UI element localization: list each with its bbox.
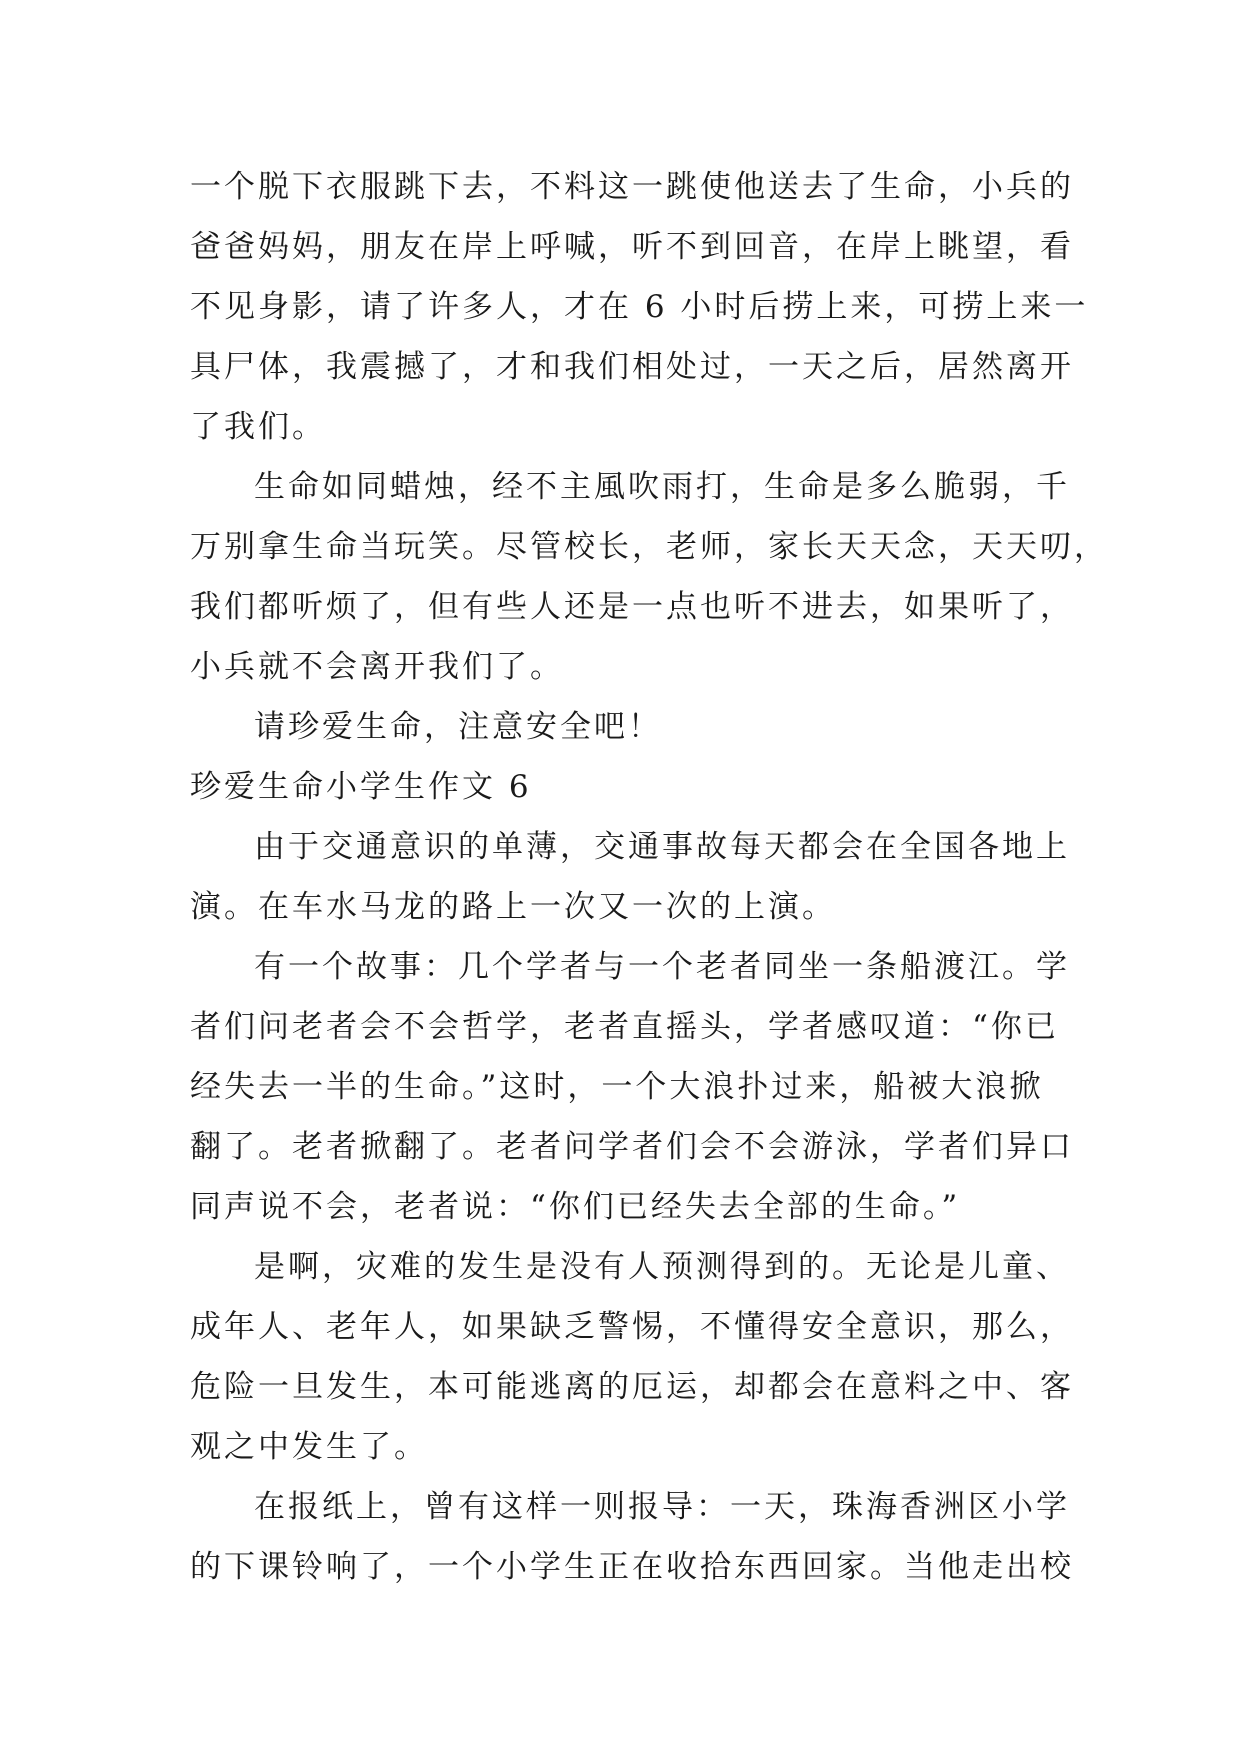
text-line: 的下课铃响了，一个小学生正在收拾东西回家。当他走出校 (190, 1549, 1074, 1585)
text-line: 珍爱生命小学生作文 6 (190, 769, 532, 805)
text-line: 有一个故事：几个学者与一个老者同坐一条船渡江。学 (254, 949, 1070, 985)
text-line: 由于交通意识的单薄，交通事故每天都会在全国各地上 (254, 829, 1070, 865)
text-line: 爸爸妈妈，朋友在岸上呼喊，听不到回音，在岸上眺望，看 (190, 229, 1074, 265)
text-line: 演。在车水马龙的路上一次又一次的上演。 (190, 889, 836, 925)
text-line: 翻了。老者掀翻了。老者问学者们会不会游泳，学者们异口 (190, 1129, 1074, 1165)
text-line: 经失去一半的生命。”这时，一个大浪扑过来，船被大浪掀 (190, 1069, 1044, 1105)
text-line: 万别拿生命当玩笑。尽管校长，老师，家长天天念，天天叨， (190, 529, 1108, 565)
text-line: 在报纸上，曾有这样一则报导：一天，珠海香洲区小学 (254, 1489, 1070, 1525)
text-line: 观之中发生了。 (190, 1429, 428, 1465)
text-line: 是啊，灾难的发生是没有人预测得到的。无论是儿童、 (254, 1249, 1070, 1285)
text-line: 同声说不会，老者说：“你们已经失去全部的生命。” (190, 1189, 961, 1225)
text-line: 危险一旦发生，本可能逃离的厄运，却都会在意料之中、客 (190, 1369, 1074, 1405)
text-line: 不见身影，请了许多人，才在 6 小时后捞上来，可捞上来一 (190, 289, 1089, 325)
text-line: 具尸体，我震撼了，才和我们相处过，一天之后，居然离开 (190, 349, 1074, 385)
text-line: 生命如同蜡烛，经不主風吹雨打，生命是多么脆弱，千 (254, 469, 1070, 505)
document-body (190, 157, 1108, 1597)
text-line: 成年人、老年人，如果缺乏警惕，不懂得安全意识，那么， (190, 1309, 1074, 1345)
text-line: 小兵就不会离开我们了。 (190, 649, 564, 685)
text-line: 一个脱下衣服跳下去，不料这一跳使他送去了生命，小兵的 (190, 169, 1074, 205)
text-line: 了我们。 (190, 409, 326, 445)
text-line: 者们问老者会不会哲学，老者直摇头，学者感叹道：“你已 (190, 1009, 1059, 1045)
text-line: 我们都听烦了，但有些人还是一点也听不进去，如果听了， (190, 589, 1074, 625)
text-line: 请珍爱生命，注意安全吧！ (254, 709, 662, 745)
